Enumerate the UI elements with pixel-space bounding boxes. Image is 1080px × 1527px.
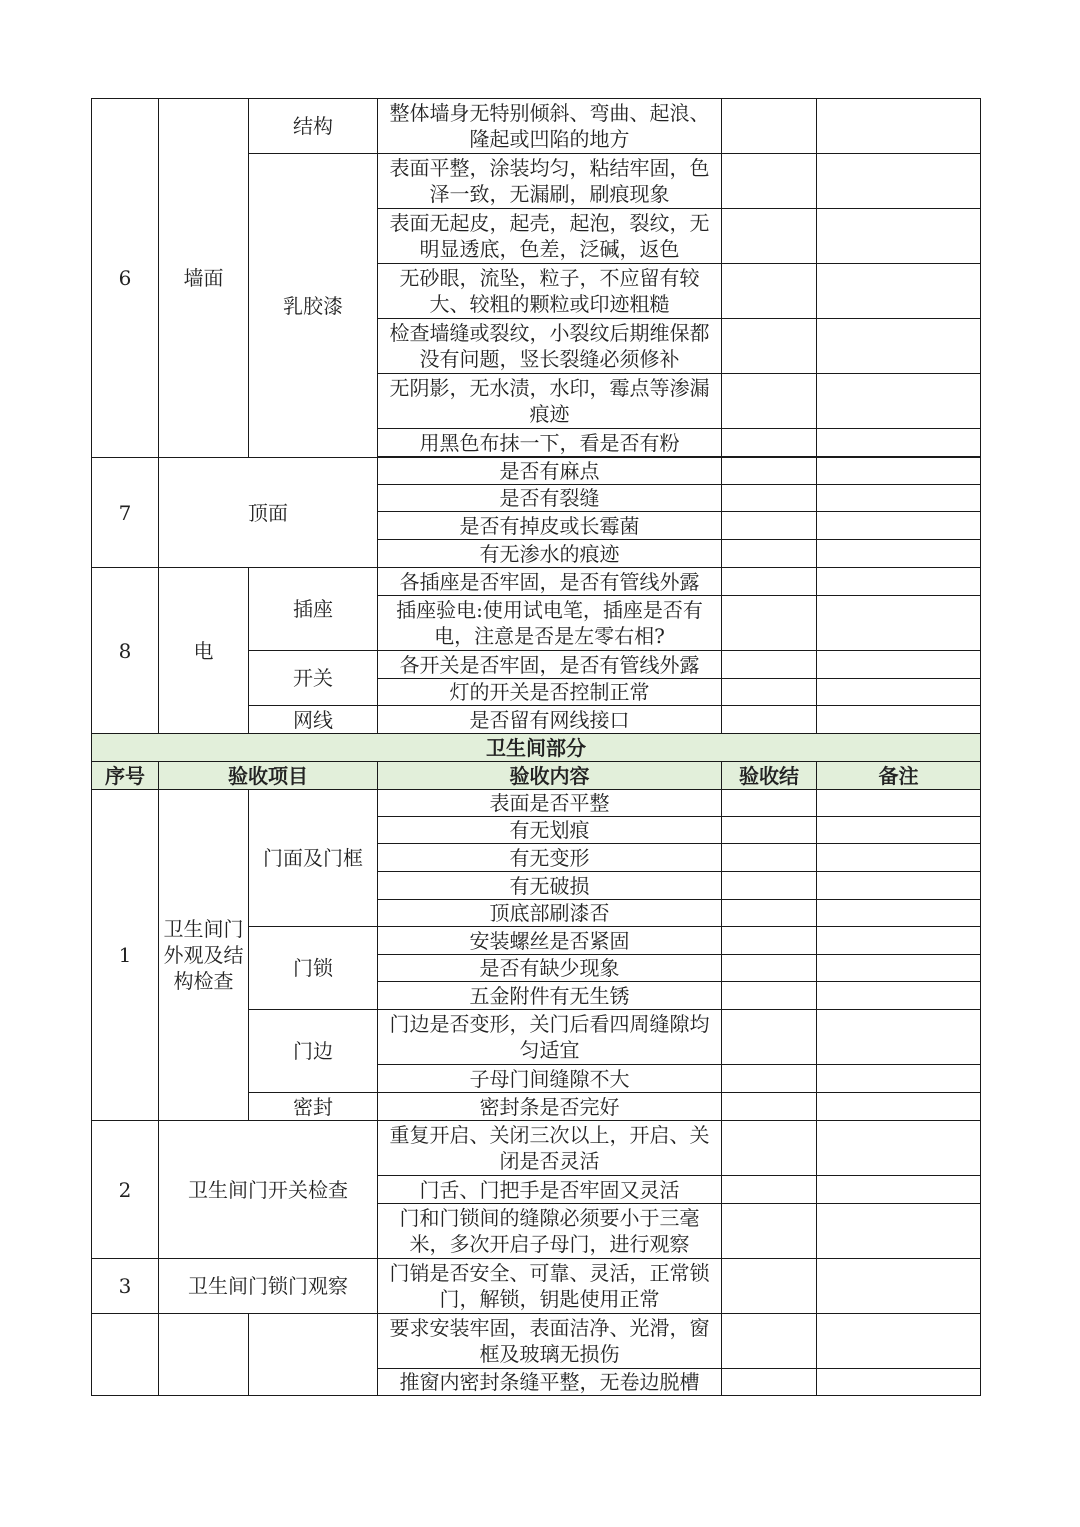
note-cell — [817, 927, 981, 955]
content-cell: 是否有裂缝 — [378, 485, 722, 512]
note-cell — [817, 1314, 981, 1369]
header-result: 验收结 — [722, 762, 817, 790]
content-cell: 是否留有网线接口 — [378, 706, 722, 734]
result-cell — [722, 1314, 817, 1369]
sub-item: 门面及门框 — [249, 790, 378, 927]
item-name — [159, 1314, 249, 1396]
note-cell — [817, 264, 981, 319]
table-row — [92, 568, 981, 596]
sub-item: 网线 — [249, 706, 378, 734]
result-cell — [722, 651, 817, 679]
note-cell — [817, 596, 981, 651]
result-cell — [722, 1093, 817, 1121]
result-cell — [722, 209, 817, 264]
note-cell — [817, 1369, 981, 1396]
result-cell — [722, 458, 817, 485]
header-row — [92, 762, 981, 790]
result-cell — [722, 374, 817, 429]
note-cell — [817, 706, 981, 734]
note-cell — [817, 512, 981, 540]
header-content: 验收内容 — [378, 762, 722, 790]
sub-item: 门边 — [249, 1010, 378, 1093]
note-cell — [817, 1259, 981, 1314]
section-title: 卫生间部分 — [92, 734, 981, 762]
item-name: 卫生间门锁门观察 — [159, 1259, 378, 1314]
content-cell: 表面是否平整 — [378, 790, 722, 817]
content-cell: 各插座是否牢固，是否有管线外露 — [378, 568, 722, 596]
note-cell — [817, 872, 981, 900]
header-no: 序号 — [92, 762, 159, 790]
result-cell — [722, 485, 817, 512]
row-number — [92, 1314, 159, 1396]
result-cell — [722, 429, 817, 457]
content-cell: 门和门锁间的缝隙必须要小于三毫米，多次开启子母门，进行观察 — [378, 1204, 722, 1259]
note-cell — [817, 540, 981, 568]
result-cell — [722, 844, 817, 872]
row-number: 8 — [92, 568, 159, 734]
result-cell — [722, 982, 817, 1010]
result-cell — [722, 154, 817, 209]
content-cell: 表面平整，涂装均匀，粘结牢固，色泽一致，无漏刷，刷痕现象 — [378, 154, 722, 209]
result-cell — [722, 319, 817, 374]
item-name: 顶面 — [159, 458, 378, 568]
result-cell — [722, 596, 817, 651]
content-cell: 有无渗水的痕迹 — [378, 540, 722, 568]
note-cell — [817, 485, 981, 512]
result-cell — [722, 817, 817, 844]
note-cell — [817, 319, 981, 374]
content-cell: 要求安装牢固，表面洁净、光滑，窗框及玻璃无损伤 — [378, 1314, 722, 1369]
note-cell — [817, 458, 981, 485]
row-number: 2 — [92, 1121, 159, 1259]
item-name: 墙面 — [159, 99, 249, 458]
content-cell: 插座验电:使用试电笔，插座是否有电，注意是否是左零右相? — [378, 596, 722, 651]
table-row — [92, 1259, 981, 1314]
note-cell — [817, 1204, 981, 1259]
note-cell — [817, 817, 981, 844]
result-cell — [722, 1176, 817, 1204]
result-cell — [722, 568, 817, 596]
content-cell: 重复开启、关闭三次以上，开启、关闭是否灵活 — [378, 1121, 722, 1176]
sub-item: 密封 — [249, 1093, 378, 1121]
content-cell: 检查墙缝或裂纹，小裂纹后期维保都没有问题，竖长裂缝必须修补 — [378, 319, 722, 374]
note-cell — [817, 209, 981, 264]
content-cell: 子母门间缝隙不大 — [378, 1065, 722, 1093]
content-cell: 门边是否变形，关门后看四周缝隙均匀适宜 — [378, 1010, 722, 1065]
result-cell — [722, 1121, 817, 1176]
section-row — [92, 734, 981, 762]
content-cell: 顶底部刷漆否 — [378, 900, 722, 927]
result-cell — [722, 900, 817, 927]
content-cell: 有无划痕 — [378, 817, 722, 844]
content-cell: 安装螺丝是否紧固 — [378, 927, 722, 955]
note-cell — [817, 651, 981, 679]
content-cell: 无砂眼，流坠，粒子，不应留有较大、较粗的颗粒或印迹粗糙 — [378, 264, 722, 319]
sub-item — [249, 1314, 378, 1396]
result-cell — [722, 540, 817, 568]
note-cell — [817, 1010, 981, 1065]
table-row — [92, 99, 981, 154]
content-cell: 有无破损 — [378, 872, 722, 900]
content-cell: 是否有麻点 — [378, 458, 722, 485]
note-cell — [817, 1121, 981, 1176]
result-cell — [722, 790, 817, 817]
note-cell — [817, 374, 981, 429]
content-cell: 表面无起皮，起壳，起泡，裂纹，无明显透底，色差，泛碱，返色 — [378, 209, 722, 264]
note-cell — [817, 1065, 981, 1093]
note-cell — [817, 982, 981, 1010]
content-cell: 推窗内密封条缝平整，无卷边脱槽 — [378, 1369, 722, 1396]
note-cell — [817, 900, 981, 927]
row-number: 1 — [92, 790, 159, 1121]
header-note: 备注 — [817, 762, 981, 790]
result-cell — [722, 872, 817, 900]
note-cell — [817, 1176, 981, 1204]
content-cell: 各开关是否牢固，是否有管线外露 — [378, 651, 722, 679]
row-number: 6 — [92, 99, 159, 458]
content-cell: 门销是否安全、可靠、灵活，正常锁门，解锁，钥匙使用正常 — [378, 1259, 722, 1314]
result-cell — [722, 99, 817, 154]
note-cell — [817, 844, 981, 872]
content-cell: 无阴影，无水渍，水印，霉点等渗漏痕迹 — [378, 374, 722, 429]
item-name: 卫生间门开关检查 — [159, 1121, 378, 1259]
note-cell — [817, 154, 981, 209]
note-cell — [817, 790, 981, 817]
result-cell — [722, 1010, 817, 1065]
content-cell: 用黑色布抹一下，看是否有粉 — [378, 429, 722, 457]
result-cell — [722, 679, 817, 706]
content-cell: 密封条是否完好 — [378, 1093, 722, 1121]
note-cell — [817, 679, 981, 706]
content-cell: 有无变形 — [378, 844, 722, 872]
acceptance-table — [91, 98, 981, 1396]
item-name: 电 — [159, 568, 249, 734]
result-cell — [722, 512, 817, 540]
content-cell: 是否有掉皮或长霉菌 — [378, 512, 722, 540]
note-cell — [817, 429, 981, 457]
table-row — [92, 1121, 981, 1176]
table-row — [92, 790, 981, 817]
note-cell — [817, 955, 981, 982]
table-row — [92, 1314, 981, 1369]
result-cell — [722, 1259, 817, 1314]
note-cell — [817, 99, 981, 154]
note-cell — [817, 1093, 981, 1121]
content-cell: 灯的开关是否控制正常 — [378, 679, 722, 706]
result-cell — [722, 1204, 817, 1259]
content-cell: 五金附件有无生锈 — [378, 982, 722, 1010]
sub-item: 插座 — [249, 568, 378, 651]
result-cell — [722, 1369, 817, 1396]
result-cell — [722, 264, 817, 319]
sub-item: 结构 — [249, 99, 378, 154]
result-cell — [722, 955, 817, 982]
sub-item: 乳胶漆 — [249, 154, 378, 458]
row-number: 3 — [92, 1259, 159, 1314]
result-cell — [722, 1065, 817, 1093]
content-cell: 门舌、门把手是否牢固又灵活 — [378, 1176, 722, 1204]
sub-item: 开关 — [249, 651, 378, 706]
item-name: 卫生间门外观及结构检查 — [159, 790, 249, 1121]
note-cell — [817, 568, 981, 596]
result-cell — [722, 927, 817, 955]
result-cell — [722, 706, 817, 734]
header-item: 验收项目 — [159, 762, 378, 790]
content-cell: 是否有缺少现象 — [378, 955, 722, 982]
table-row — [92, 458, 981, 485]
row-number: 7 — [92, 458, 159, 568]
content-cell: 整体墙身无特别倾斜、弯曲、起浪、隆起或凹陷的地方 — [378, 99, 722, 154]
sub-item: 门锁 — [249, 927, 378, 1010]
